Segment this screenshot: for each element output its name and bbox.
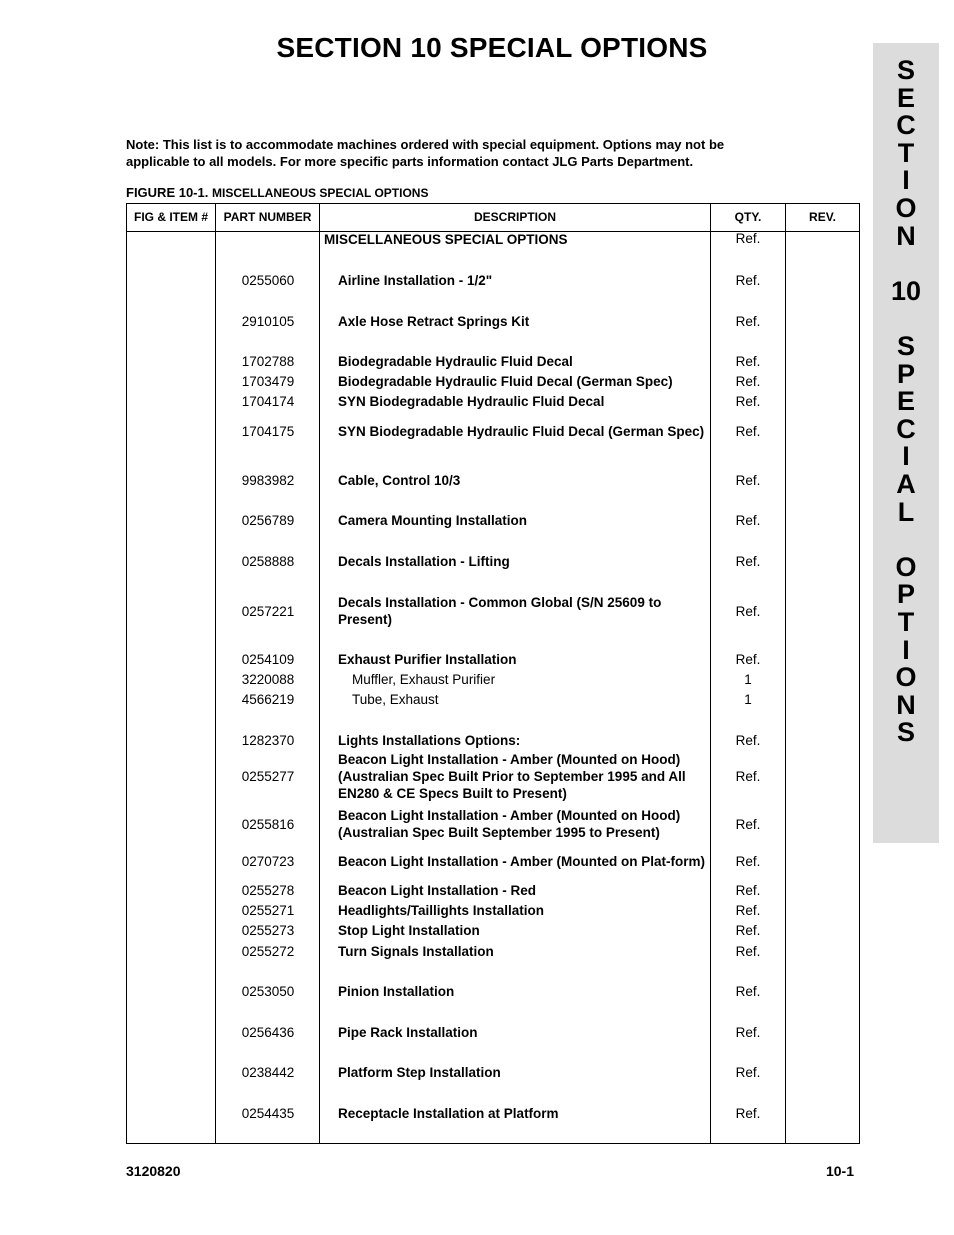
qty-cell: Ref. [735,512,761,528]
description-cell: Pinion Installation [338,983,455,999]
table-row [127,551,859,571]
description-cell: Airline Installation - 1/2" [338,272,493,288]
table-row [127,1022,859,1042]
side-tab-letter: N [896,689,916,720]
part-number-cell: 0255273 [241,922,295,938]
table-row [127,231,859,248]
part-number-cell: 0257221 [241,603,295,619]
table-row [127,311,859,331]
side-tab-letter: S [896,717,915,748]
qty-cell: Ref. [735,816,761,832]
side-tab-letter: S [896,331,915,361]
description-cell: Exhaust Purifier Installation [338,651,517,667]
description-cell: Receptacle Installation at Platform [338,1105,559,1121]
description-cell: Biodegradable Hydraulic Fluid Decal [338,353,573,369]
description-cell: Turn Signals Installation [338,943,494,959]
part-number-cell: 0256436 [241,1024,295,1040]
side-tab-letter: E [896,386,915,417]
table-row [127,510,859,530]
table-row [127,591,859,631]
description-cell: Lights Installations Options: [338,732,521,748]
part-number-cell: 1282370 [241,732,295,748]
description-cell: Decals Installation - Common Global (S/N 25609 to Present) [338,595,662,627]
qty-cell: Ref. [735,1024,761,1040]
part-number-cell: 0255060 [241,272,295,288]
table-row [127,411,859,451]
description-cell: Axle Hose Retract Springs Kit [338,313,530,329]
part-number-cell: 9983982 [241,472,295,488]
side-tab-letter: S [896,55,915,85]
qty-cell: Ref. [735,353,761,369]
table-row [127,649,859,669]
qty-cell: Ref. [735,943,761,959]
description-cell: Headlights/Taillights Installation [338,902,545,918]
description-cell: Beacon Light Installation - Amber (Mounted on Hood) (Australian Spec Built September 1995 to Present) [338,808,681,840]
description-cell: Decals Installation - Lifting [338,553,510,569]
part-number-cell: 3220088 [241,671,295,687]
table-row [127,270,859,290]
description-cell: Biodegradable Hydraulic Fluid Decal (German Spec) [338,373,673,389]
qty-cell: 1 [744,671,752,687]
part-number-cell: 1704174 [241,393,295,409]
qty-cell: Ref. [735,768,761,784]
side-tab-letter: T [897,607,915,637]
part-number-cell: 0258888 [241,553,295,569]
part-number-cell: 0270723 [241,853,295,869]
side-tab-letter: O [895,193,917,223]
header-description: DESCRIPTION [473,210,556,224]
table-row [127,750,859,802]
side-tab-letter: I [902,441,910,472]
table-row [127,941,859,961]
description-cell: Muffler, Exhaust Purifier [352,671,496,687]
page-title: SECTION 10 SPECIAL OPTIONS [276,32,708,63]
table-row [127,351,859,371]
part-number-cell: 4566219 [241,691,295,707]
part-number-cell: 0255271 [241,902,295,918]
side-tab-letter: E [896,82,915,113]
parts-table [126,203,860,1144]
qty-cell: Ref. [735,272,761,288]
table-row [127,669,859,689]
part-number-cell: 0254109 [241,651,295,667]
qty-cell: Ref. [735,313,761,329]
qty-cell: Ref. [735,902,761,918]
qty-cell: Ref. [735,553,761,569]
side-tab-letter: T [897,137,915,168]
description-cell: Pipe Rack Installation [338,1024,478,1040]
part-number-cell: 0255816 [241,816,295,832]
section-side-tab [873,43,939,843]
table-row [127,805,859,843]
side-tab-letter: L [897,496,915,527]
qty-cell: Ref. [735,922,761,938]
part-number-cell: 1704175 [241,423,295,439]
description-cell: Stop Light Installation [338,922,480,938]
side-tab-letter: N [896,220,916,251]
table-row [127,920,859,940]
side-tab-letter: O [895,551,917,582]
description-cell: Beacon Light Installation - Red [338,882,537,898]
description-cell: Beacon Light Installation - Amber (Mounted on Hood) (Australian Spec Built Prior to September 1995 and All EN280 & CE Specs Built to Present) [338,751,686,801]
table-row [127,1062,859,1082]
description-cell: SYN Biodegradable Hydraulic Fluid Decal [338,393,605,409]
header-rev: REV. [809,210,836,224]
header-fig-item: FIG & ITEM # [133,210,208,224]
table-row [127,730,859,750]
note-text: Note: This list is to accommodate machines ordered with special equipment. Options may not be applicable to all models. For more specific parts information contact JLG Parts Department. [126,137,725,169]
side-tab-letter: A [896,469,916,499]
part-number-cell: 2910105 [241,313,295,329]
qty-cell: Ref. [735,603,761,619]
doc-number: 3120820 [126,1163,181,1179]
description-cell: MISCELLANEOUS SPECIAL OPTIONS [324,232,568,247]
description-cell: Beacon Light Installation - Amber (Mounted on Plat-form) [338,853,705,869]
table-row [127,981,859,1001]
header-qty: QTY. [734,210,762,224]
side-tab-letter: O [895,662,917,693]
page-number: 10-1 [825,1163,854,1179]
qty-cell: 1 [744,691,752,707]
part-number-cell: 1703479 [241,373,295,389]
qty-cell: Ref. [735,853,761,869]
figure-caption [126,185,428,200]
table-row [127,900,859,920]
figure-title: MISCELLANEOUS SPECIAL OPTIONS [211,186,429,200]
description-cell: SYN Biodegradable Hydraulic Fluid Decal (German Spec) [338,423,705,439]
part-number-cell [217,231,319,248]
qty-cell: Ref. [735,983,761,999]
description-cell: Camera Mounting Installation [338,512,528,528]
part-number-cell: 0255278 [241,882,295,898]
table-row [127,1103,859,1123]
part-number-cell: 0238442 [241,1064,295,1080]
header-part-number: PART NUMBER [223,210,312,224]
qty-cell: Ref. [735,472,761,488]
description-cell: Tube, Exhaust [352,691,439,707]
part-number-cell: 0255277 [241,768,295,784]
qty-cell: Ref. [735,882,761,898]
part-number-cell: 0256789 [241,512,295,528]
table-row [127,843,859,879]
part-number-cell: 0255272 [241,943,295,959]
description-cell: Platform Step Installation [338,1064,501,1080]
table-row [127,880,859,900]
qty-cell: Ref. [735,1064,761,1080]
description-cell: Cable, Control 10/3 [338,472,461,488]
part-number-cell: 1702788 [241,353,295,369]
qty-cell: Ref. [735,1105,761,1121]
side-tab-letter: I [902,634,910,665]
side-tab-letter: C [896,413,916,444]
side-tab-letter: 10 [890,275,922,306]
side-tab-letter: C [896,110,916,141]
table-row [127,391,859,411]
part-number-cell: 0253050 [241,983,295,999]
part-number-cell: 0254435 [241,1105,295,1121]
figure-label: FIGURE 10-1. [126,185,209,200]
table-row [127,689,859,709]
table-row [127,371,859,391]
qty-cell: Ref. [735,732,761,748]
table-row [127,470,859,490]
qty-cell: Ref. [735,423,761,439]
qty-cell: Ref. [735,231,761,246]
side-tab-letter: P [896,579,915,610]
qty-cell: Ref. [735,373,761,389]
qty-cell: Ref. [735,651,761,667]
side-tab-letter: I [902,165,910,196]
qty-cell: Ref. [735,393,761,409]
side-tab-letter: P [896,358,915,389]
